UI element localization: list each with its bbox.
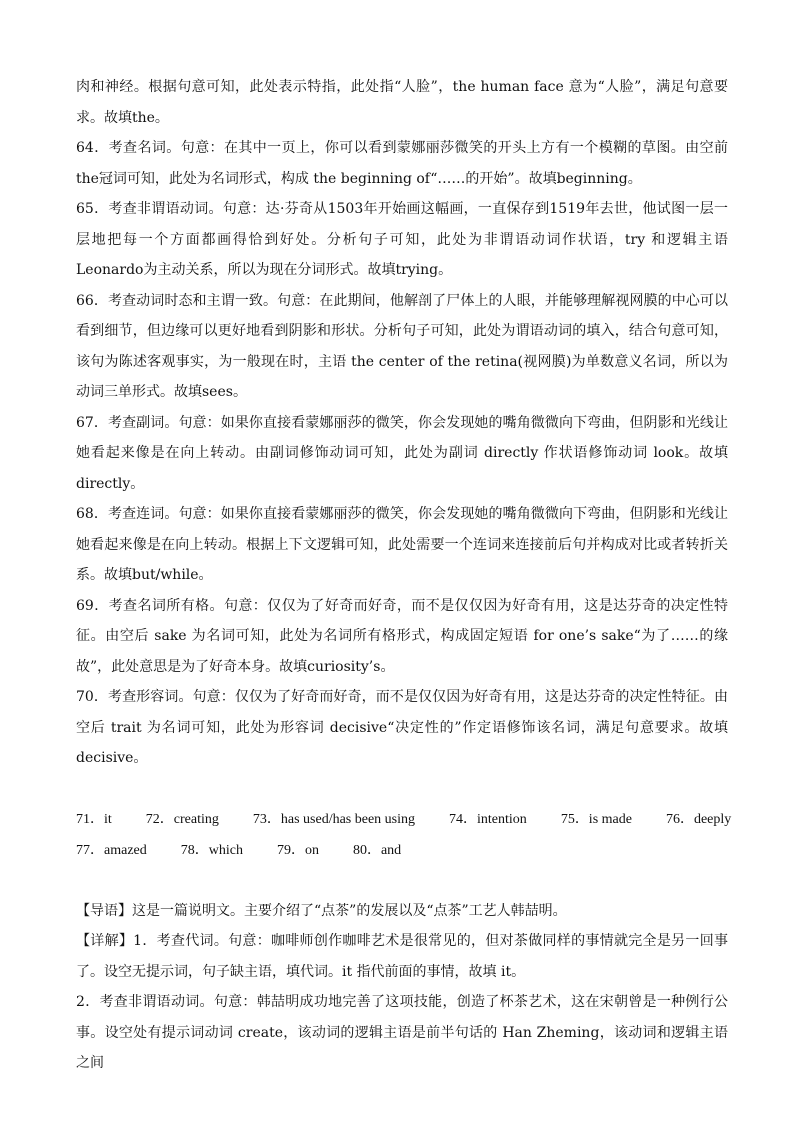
answer-75: 75．is made	[560, 811, 632, 827]
answer-78: 78．which	[180, 842, 243, 858]
answer-79: 79．on	[276, 842, 319, 858]
guide-paragraph: 【导语】这是一篇说明文。主要介绍了“点茶”的发展以及“点茶”工艺人韩喆明。	[76, 902, 567, 919]
paragraph-63-cont: 肉和神经。根据句意可知，此处表示特指，此处指“人脸”，the human face 意为“人脸”，满足句意要求。故填the。	[76, 79, 728, 126]
paragraph-65: 65．考查非谓语动词。句意：达·芬奇从1503年开始画这幅画，一直保存到1519年去世，他试图一层一层地把每一个方面都画得恰到好处。分析句子可知，此处为非谓语动词作状语，try 和逻辑主语 Leonardo为主动关系，所以为现在分词形式。故填trying。	[76, 201, 728, 278]
paragraph-70: 70．考查形容词。句意：仅仅为了好奇而好奇，而不是仅仅因为好奇有用，这是达芬奇的决定性特征。由空后 trait 为名词可知，此处为形容词 decisive“决定性的”作定语修饰该名词，满足句意要求。故填decisive。	[76, 689, 728, 766]
document-page	[76, 72, 732, 1079]
paragraph-69: 69．考查名词所有格。句意：仅仅为了好奇而好奇，而不是仅仅因为好奇有用，这是达芬奇的决定性特征。由空后 sake 为名词可知，此处为名词所有格形式，构成固定短语 for one’s sake“为了……的缘故”，此处意思是为了好奇本身。故填curiosity’s。	[76, 597, 728, 675]
paragraph-66: 66．考查动词时态和主谓一致。句意：在此期间，他解剖了尸体上的人眼，并能够理解视网膜的中心可以看到细节，但边缘可以更好地看到阴影和形状。分析句子可知，此处为谓语动词的填入，结合句意可知，该句为陈述客观事实，为一般现在时，主语 the center of the retina(视网膜)为单数意义名词，所以为动词三单形式。故填sees。	[76, 292, 728, 400]
answer-key-71-80	[76, 804, 732, 866]
answer-77: 77．amazed	[76, 842, 147, 858]
answer-76: 76．deeply	[665, 811, 732, 827]
answer-74: 74．intention	[449, 811, 527, 827]
detail-paragraph-2: 2．考查非谓语动词。句意：韩喆明成功地完善了这项技能，创造了杯茶艺术，这在宋朝曾是一种例行公事。设空处有提示词动词 create，该动词的逻辑主语是前半句话的 Han Zheming，该动词和逻辑主语之间	[76, 994, 728, 1071]
detail-paragraph-1: 【详解】1．考查代词。句意：咖啡师创作咖啡艺术是很常见的，但对茶做同样的事情就完全是另一回事了。设空无提示词，句子缺主语，填代词。it 指代前面的事情，故填 it。	[76, 933, 728, 980]
explanations-63-70	[76, 72, 728, 774]
paragraph-68: 68．考查连词。句意：如果你直接看蒙娜丽莎的微笑，你会发现她的嘴角微微向下弯曲，但阴影和光线让她看起来像是在向上转动。根据上下文逻辑可知，此处需要一个连词来连接前后句并构成对比或者转折关系。故填but/while。	[76, 506, 728, 583]
paragraph-67: 67．考查副词。句意：如果你直接看蒙娜丽莎的微笑，你会发现她的嘴角微微向下弯曲，但阴影和光线让她看起来像是在向上转动。由副词修饰动词可知，此处为副词 directly 作状语修饰动词 look。故填directly。	[76, 414, 728, 492]
answer-row	[76, 835, 728, 866]
answer-73: 73．has used/has been using	[252, 811, 416, 827]
explanations-71-onward	[76, 896, 728, 1079]
paragraph-64: 64．考查名词。句意：在其中一页上，你可以看到蒙娜丽莎微笑的开头上方有一个模糊的草图。由空前the冠词可知，此处为名词形式，构成 the beginning of“……的开始”。故填beginning。	[76, 140, 728, 187]
answer-71: 71．it	[76, 811, 112, 827]
answer-80: 80．and	[352, 842, 402, 858]
answer-row	[76, 804, 732, 835]
answer-72: 72．creating	[145, 811, 219, 827]
